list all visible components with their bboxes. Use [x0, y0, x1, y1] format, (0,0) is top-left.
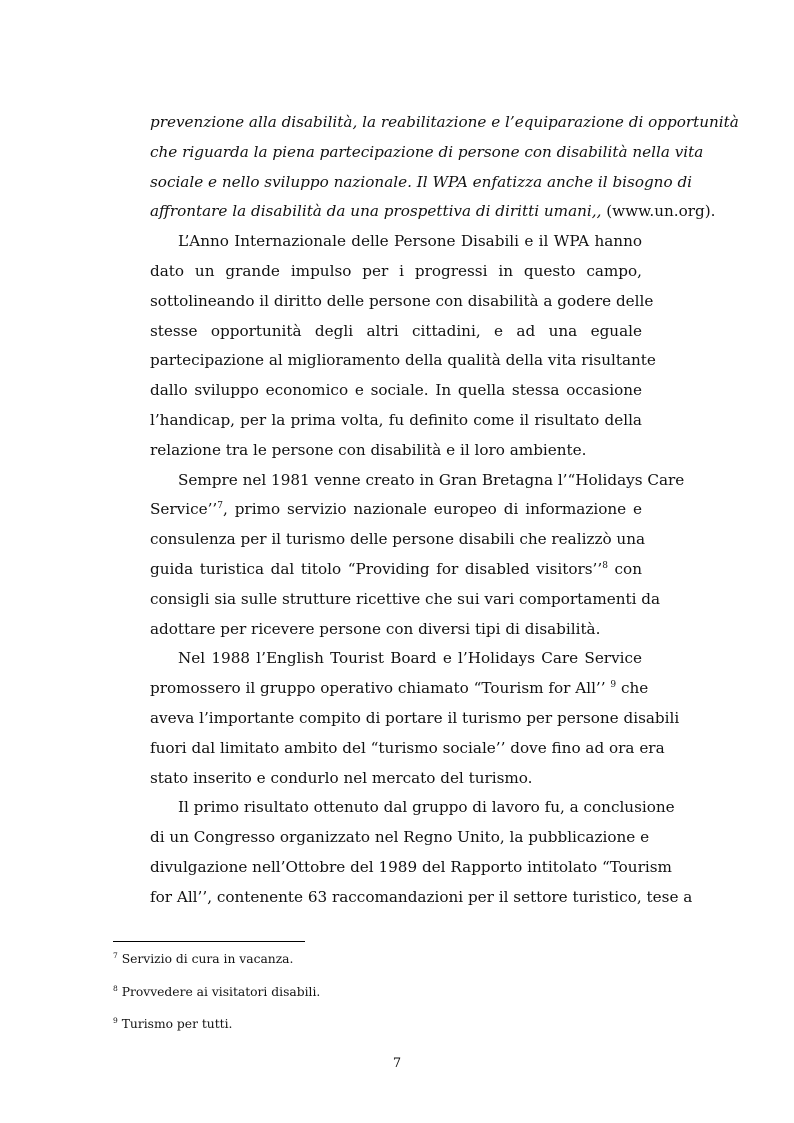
text-line: stato inserito e condurlo nel mercato del turismo.	[150, 768, 533, 787]
text-line: divulgazione nell’Ottobre del 1989 del Rapporto intitolato “Tourism	[150, 857, 672, 876]
text-line: sociale e nello sviluppo nazionale. Il WPA enfatizza anche il bisogno di	[150, 172, 693, 191]
footnote-text: Turismo per tutti.	[121, 1017, 233, 1031]
text-line: sottolineando il diritto delle persone con disabilità a godere delle	[150, 291, 654, 310]
text-line: dato un grande impulso per i progressi in questo campo,	[150, 261, 642, 280]
footnote-divider	[113, 941, 305, 942]
text-line	[150, 495, 642, 525]
text-line: Sempre nel 1981 venne creato in Gran Bretagna l’“Holidays Care	[178, 470, 685, 489]
text-line: dallo sviluppo economico e sociale. In quella stessa occasione	[150, 381, 642, 400]
footnote-number: 9	[113, 1015, 118, 1025]
text-line: partecipazione al miglioramento della qualità della vita risultante	[150, 351, 656, 370]
footnote-ref[interactable]: 8	[602, 560, 608, 571]
text-line: Il primo risultato ottenuto dal gruppo di lavoro fu, a conclusione	[178, 798, 675, 817]
footnote-number: 8	[113, 983, 118, 993]
text-line: stesse opportunità degli altri cittadini, e ad una eguale	[150, 321, 642, 340]
footnote-ref[interactable]: 7	[217, 501, 223, 512]
text-line: aveva l’importante compito di portare il turismo per persone disabili	[150, 708, 680, 727]
text-line: prevenzione alla disabilità, la reabilitazione e l’equiparazione di opportunità	[150, 113, 739, 131]
text-line: che riguarda la piena partecipazione di persone con disabilità nella vita	[150, 142, 704, 161]
text-fragment: , primo servizio nazionale europeo di informazione e	[222, 500, 642, 519]
text-fragment: che	[616, 679, 649, 698]
paragraph	[150, 466, 685, 645]
text-fragment: (www.un.org).	[601, 202, 716, 221]
text-fragment: guida turistica dal titolo “Providing for disabled visitors’’	[150, 559, 603, 578]
paragraph	[150, 227, 656, 465]
footnote-ref[interactable]: 9	[610, 680, 617, 691]
text-line: Nel 1988 l’English Tourist Board e l’Holidays Care Service	[178, 649, 642, 668]
text-line: relazione tra le persone con disabilità e il loro ambiente.	[150, 440, 587, 459]
text-line: consulenza per il turismo delle persone disabili che realizzò una	[150, 530, 646, 549]
text-line	[150, 197, 716, 227]
page-number: 7	[392, 1056, 402, 1071]
text-line: L’Anno Internazionale delle Persone Disabili e il WPA hanno	[178, 232, 642, 251]
footnote-text: Servizio di cura in vacanza.	[121, 952, 294, 966]
footnote-number: 7	[113, 950, 118, 960]
text-line	[150, 555, 642, 585]
text-fragment: promossero il gruppo operativo chiamato “Tourism for All’’	[150, 679, 611, 698]
text-fragment: affrontare la disabilità da una prospettiva di diritti umani,,	[150, 202, 602, 221]
text-fragment: con	[607, 559, 642, 578]
text-line: fuori dal limitato ambito del “turismo sociale’’ dove fino ad ora era	[150, 738, 665, 757]
text-line	[150, 674, 649, 704]
paragraph-quote	[150, 108, 739, 227]
text-line: di un Congresso organizzato nel Regno Unito, la pubblicazione e	[150, 828, 650, 847]
paragraph	[150, 644, 680, 793]
paragraph	[150, 793, 693, 912]
footnote	[113, 951, 293, 967]
text-line: for All’’, contenente 63 raccomandazioni per il settore turistico, tese a	[150, 887, 693, 906]
text-fragment: Service’’	[150, 500, 218, 519]
page-body	[150, 108, 739, 913]
text-line: l’handicap, per la prima volta, fu definito come il risultato della	[150, 410, 642, 429]
footnote	[113, 1016, 232, 1032]
footnote-text: Provvedere ai visitatori disabili.	[121, 985, 321, 999]
footnote	[113, 984, 320, 1000]
text-line: consigli sia sulle strutture ricettive che sui vari comportamenti da	[150, 589, 661, 608]
text-line: adottare per ricevere persone con diversi tipi di disabilità.	[150, 619, 601, 638]
